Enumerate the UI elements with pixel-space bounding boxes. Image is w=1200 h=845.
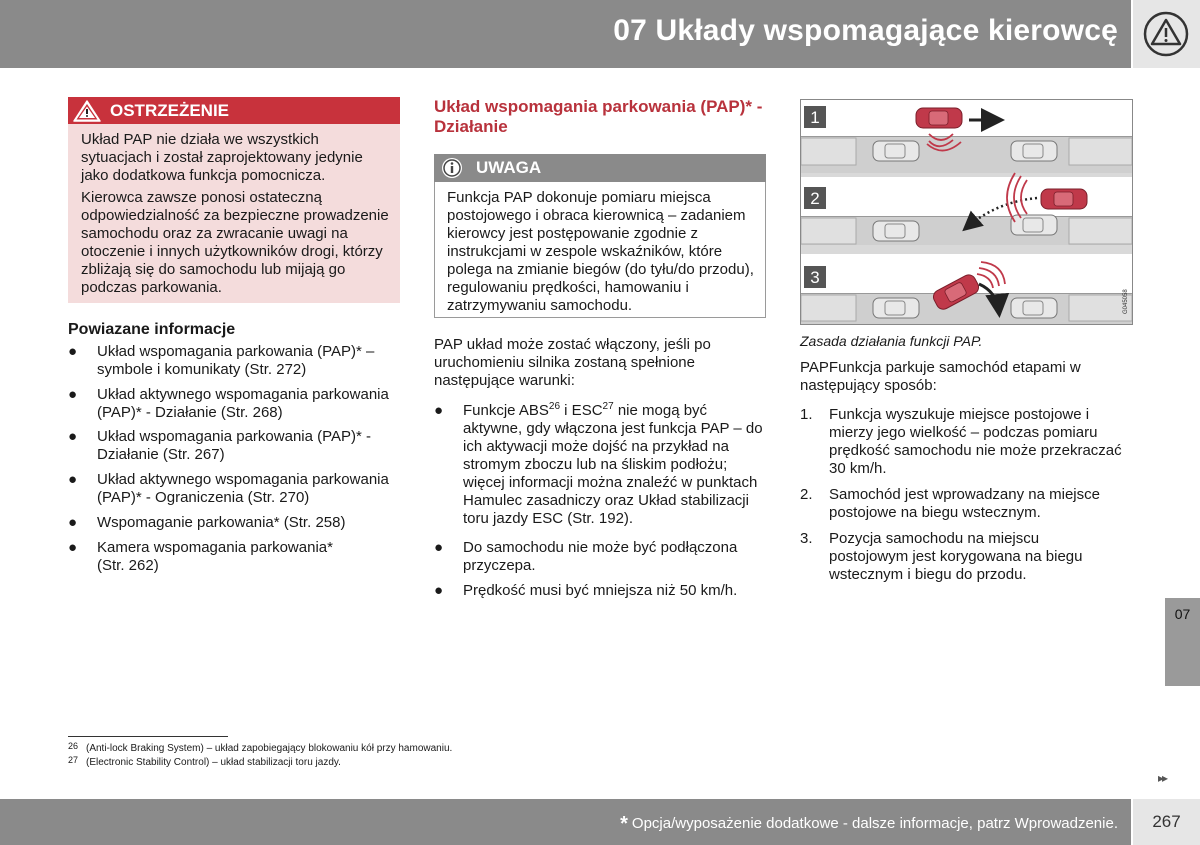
bullet-icon: ●	[68, 343, 78, 360]
condition-item: ● Prędkość musi być mniejsza niż 50 km/h.	[434, 582, 738, 599]
bullet-icon: ●	[68, 539, 78, 556]
page-number: 267	[1152, 812, 1181, 831]
related-info-title: Powiazane informacje	[68, 321, 236, 338]
footnote-ref[interactable]: 26	[548, 401, 561, 412]
condition-item: ● Funkcje ABS$^{26}$ i ESC$^{27}$ nie mogą być aktywne, gdy włączona jest funkcja PAP – do ich aktywacji może dojść na przykład na stromym zboczu lub na śliskim podłożu; więcej informacji można znaleźć w punktach Hamulec zasadniczy oraz Układ stabilizacji toru jazdy ESC (Str. 192).	[434, 401, 763, 527]
step-1-panel	[801, 100, 1132, 173]
bullet-icon: ●	[434, 539, 444, 556]
footer-note: * Opcja/wyposażenie dodatkowe - dalsze informacje, patrz Wprowadzenie.	[620, 813, 1118, 835]
step-item: 3. Pozycja samochodu na miejscu postojowym jest korygowana na biegu wstecznym i biegu do przodu.	[800, 530, 1083, 583]
note-text: Funkcja PAP dokonuje pomiaru miejsca postojowego i obraca kierownicą – zadaniem kierowcy jest postępowanie zgodnie z instrukcjami w zespole wskaźników, które polega na zmianie biegów (do tyłu/do przodu), regulowaniu prędkości, hamowaniu i zatrzymywaniu samochodu.	[447, 189, 754, 314]
warning-icon	[72, 99, 102, 128]
related-link[interactable]: ● Układ aktywnego wspomagania parkowania (PAP)* - Działanie (Str. 268)	[68, 386, 389, 421]
related-link[interactable]: ● Układ aktywnego wspomagania parkowania (PAP)* - Ograniczenia (Str. 270)	[68, 471, 389, 506]
bullet-icon: ●	[68, 471, 78, 488]
figure-caption: Zasada działania funkcji PAP.	[800, 333, 983, 349]
chapter-title: 07 Układy wspomagające kierowcę	[613, 14, 1118, 47]
related-link[interactable]: ● Wspomaganie parkowania* (Str. 258)	[68, 514, 346, 531]
section-title: Układ wspomagania parkowania (PAP)* - Działanie	[434, 97, 763, 136]
step-label-3	[804, 266, 826, 288]
bullet-icon: ●	[68, 514, 78, 531]
step-label-2	[804, 187, 826, 209]
step-3-panel	[801, 254, 1132, 324]
bullet-icon: ●	[434, 582, 444, 599]
info-icon	[439, 156, 465, 185]
condition-item: ● Do samochodu nie może być podłączona przyczepa.	[434, 539, 738, 574]
asterisk-icon: *	[620, 813, 628, 835]
chapter-tab-label: 07	[1174, 606, 1191, 622]
warning-paragraph: Układ PAP nie działa we wszystkich sytuacjach i został zaprojektowany jedynie jako dodatkowa funkcja pomocnicza.	[81, 131, 363, 184]
conditions-intro: PAP układ może zostać włączony, jeśli po uruchomieniu silnika zostaną spełnione następujące warunki:	[434, 336, 711, 389]
related-link[interactable]: ● Układ wspomagania parkowania (PAP)* - Działanie (Str. 267)	[68, 428, 372, 463]
step-2-panel	[801, 173, 1132, 245]
footnote-ref[interactable]: 27	[602, 401, 614, 412]
bullet-icon: ●	[68, 386, 78, 403]
next-page-icon[interactable]: ▸▸	[1158, 771, 1167, 785]
warning-triangle-icon	[1133, 0, 1200, 68]
bullet-icon: ●	[68, 428, 78, 445]
svg-text:2: 2	[810, 189, 820, 208]
warning-title: OSTRZEŻENIE	[110, 101, 230, 120]
step-label-1	[804, 106, 826, 128]
parking-diagram	[800, 99, 1133, 325]
figure-code: G045058	[1123, 289, 1129, 314]
svg-text:3: 3	[810, 268, 820, 287]
parking-diagram-svg	[801, 100, 1132, 324]
step-item: 1. Funkcja wyszukuje miejsce postojowe i mierzy jego wielkość – podczas pomiaru prędkość samochodu nie może przekraczać 30 km/h.	[800, 406, 1122, 477]
warning-paragraph: Kierowca zawsze ponosi ostateczną odpowiedzialność za bezpieczne prowadzenie samochodu oraz za zwracanie uwagi na otoczenie i innych użytkowników drogi, którzy zbliżają się do samochodu lub mijają go podczas parkowania.	[81, 189, 389, 296]
svg-text:1: 1	[810, 108, 820, 127]
related-link[interactable]: ● Układ wspomagania parkowania (PAP)* – symbole i komunikaty (Str. 272)	[68, 343, 375, 378]
step-item: 2. Samochód jest wprowadzany na miejsce postojowe na biegu wstecznym.	[800, 486, 1100, 521]
note-title: UWAGA	[476, 158, 542, 177]
related-link[interactable]: ● Kamera wspomagania parkowania* (Str. 262)	[68, 539, 333, 574]
header-icon-box	[1133, 0, 1200, 68]
steps-intro: PAPFunkcja parkuje samochód etapami w następujący sposób:	[800, 359, 1081, 394]
footnote-divider	[68, 736, 228, 737]
bullet-icon: ●	[434, 402, 444, 419]
